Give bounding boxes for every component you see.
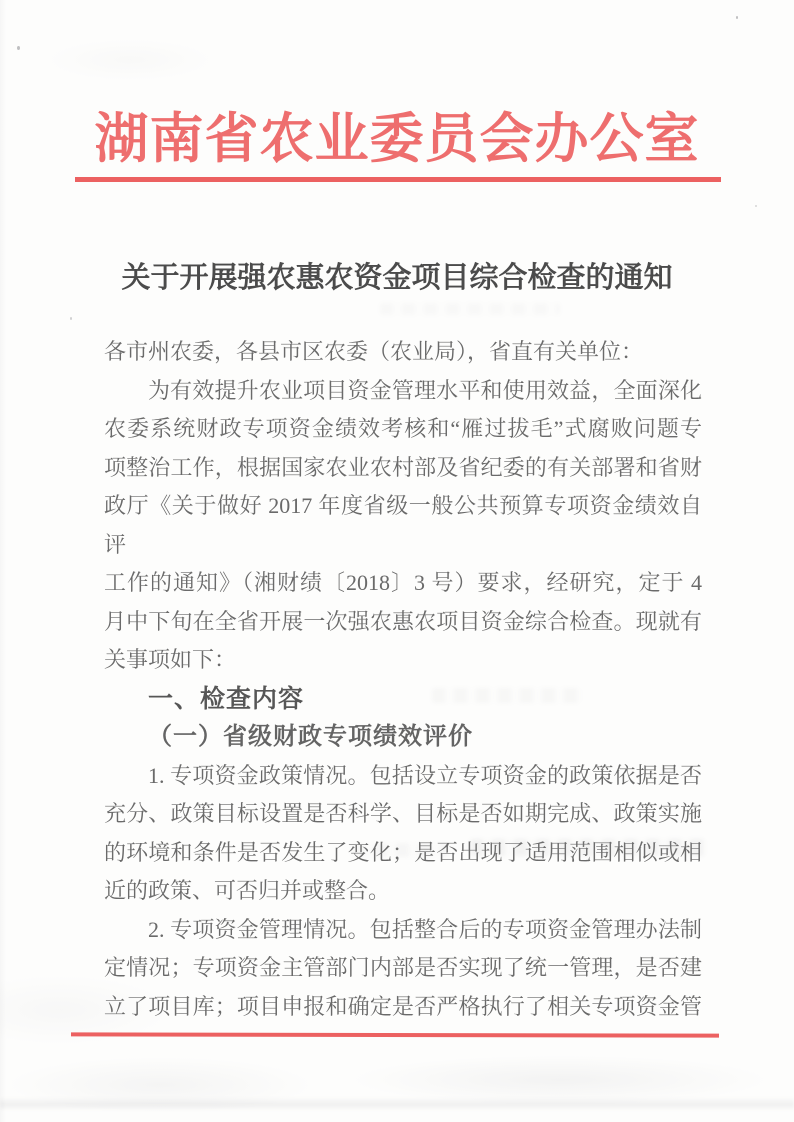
text-line: 月中下旬在全省开展一次强农惠农项目资金综合检查。现就有 [104,608,702,634]
text-line: 为有效提升农业项目资金管理水平和使用效益，全面深化 [148,377,702,403]
text-line: 工作的通知》（湘财绩〔2018〕3 号）要求，经研究，定于 4 [104,570,702,595]
text-line: 立了项目库；项目申报和确定是否严格执行了相关专项资金管 [104,993,702,1019]
scan-speck [70,317,72,320]
scan-speck [17,46,20,50]
text-line: 项整治工作，根据国家农业农村部及省纪委的有关部署和省财 [104,454,702,480]
text-line: 近的政策、可否归并或整合。 [104,878,391,903]
section-heading: 一、检查内容 [148,684,305,713]
text-line: 农委系统财政专项资金绩效考核和“雁过拔毛”式腐败问题专 [104,416,702,441]
footer-rule [71,1032,719,1037]
document-body [104,333,702,1026]
document-title: 关于开展强农惠农资金项目综合检查的通知 [121,262,673,294]
text-line: 政厅《关于做好 2017 年度省级一般公共预算专项资金绩效自评 [104,493,702,557]
text-line: 2. 专项资金管理情况。包括整合后的专项资金管理办法制 [148,916,702,942]
scan-speck [736,16,738,19]
text-line: 关事项如下： [104,647,237,672]
scan-shadow [0,1097,794,1110]
scan-speck [755,205,757,207]
text-line: 各市州农委，各县市区农委（农业局），省直有关单位： [104,339,644,364]
subsection-heading: （一）省级财政专项绩效评价 [148,724,473,750]
text-line: 1. 专项资金政策情况。包括设立专项资金的政策依据是否 [148,762,702,788]
letterhead-rule [75,177,721,182]
ink-bleed-smudge [380,303,560,315]
text-line: 充分、政策目标设置是否科学、目标是否如期完成、政策实施 [104,801,702,826]
text-line: 的环境和条件是否发生了变化；是否出现了适用范围相似或相 [104,839,702,865]
letterhead-office-name: 湖南省农业委员会办公室 [94,109,700,169]
text-line: 定情况；专项资金主管部门内部是否实现了统一管理，是否建 [104,955,702,980]
